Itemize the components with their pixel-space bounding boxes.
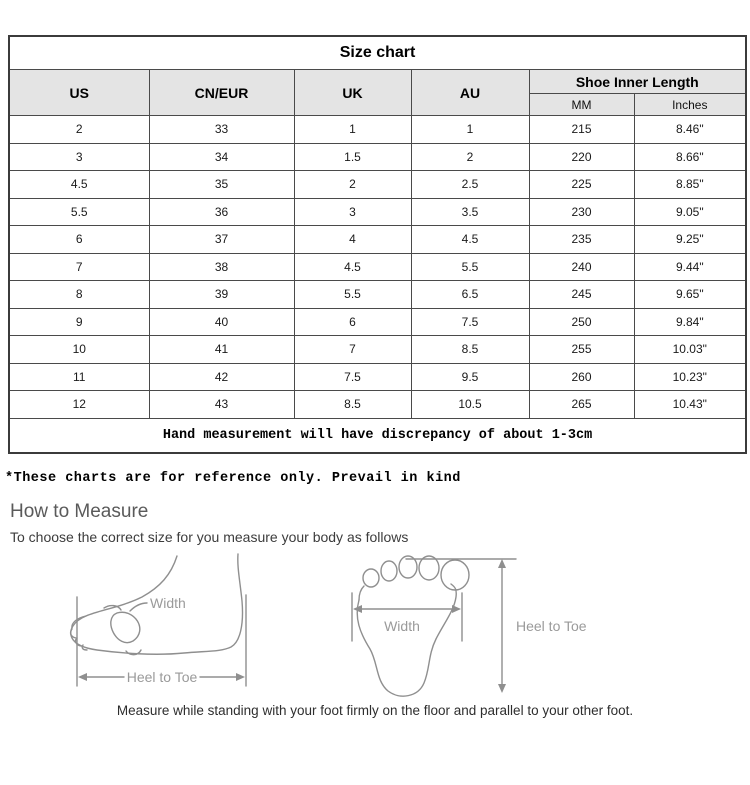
- table-cell: 4: [294, 226, 411, 254]
- table-cell: 35: [149, 171, 294, 199]
- table-cell: 43: [149, 391, 294, 419]
- foot-side-view-diagram: [64, 553, 264, 698]
- table-cell: 215: [529, 116, 634, 144]
- side-heel-to-toe-label: Heel to Toe: [126, 668, 198, 685]
- table-cell: 10.03": [634, 336, 746, 364]
- table-cell: 39: [149, 281, 294, 309]
- reference-note: *These charts are for reference only. Prevail in kind: [5, 470, 461, 486]
- table-row: [9, 336, 746, 364]
- how-to-measure-subtitle: To choose the correct size for you measure your body as follows: [10, 528, 409, 545]
- table-footer-row: [9, 418, 746, 453]
- table-title-row: [9, 36, 746, 70]
- table-cell: 8.5: [294, 391, 411, 419]
- table-cell: 3.5: [411, 198, 529, 226]
- table-cell: 225: [529, 171, 634, 199]
- table-cell: 11: [9, 363, 149, 391]
- table-cell: 1: [294, 116, 411, 144]
- table-cell: 8.66": [634, 143, 746, 171]
- size-chart-table: [8, 35, 747, 454]
- table-row: [9, 116, 746, 144]
- column-header-uk: UK: [294, 70, 411, 116]
- table-row: [9, 308, 746, 336]
- table-header-row: [9, 70, 746, 94]
- table-cell: 7: [9, 253, 149, 281]
- table-cell: 265: [529, 391, 634, 419]
- foot-sole-view-diagram: [344, 551, 619, 701]
- table-cell: 4.5: [9, 171, 149, 199]
- table-cell: 5.5: [411, 253, 529, 281]
- column-header-mm: MM: [529, 94, 634, 116]
- table-row: [9, 171, 746, 199]
- table-cell: 1.5: [294, 143, 411, 171]
- table-cell: 12: [9, 391, 149, 419]
- table-cell: 4.5: [294, 253, 411, 281]
- measure-caption: Measure while standing with your foot firmly on the floor and parallel to your other foot.: [116, 702, 634, 718]
- table-cell: 9.44": [634, 253, 746, 281]
- table-cell: 9.84": [634, 308, 746, 336]
- column-header-cneur: CN/EUR: [149, 70, 294, 116]
- table-cell: 8.46": [634, 116, 746, 144]
- measure-diagrams: [0, 551, 750, 701]
- sole-heel-to-toe-label: Heel to Toe: [516, 617, 587, 634]
- table-cell: 10.23": [634, 363, 746, 391]
- table-cell: 8.85": [634, 171, 746, 199]
- table-cell: 6: [294, 308, 411, 336]
- table-cell: 2: [411, 143, 529, 171]
- table-cell: 6: [9, 226, 149, 254]
- table-cell: 2: [9, 116, 149, 144]
- table-cell: 7.5: [411, 308, 529, 336]
- table-cell: 245: [529, 281, 634, 309]
- table-footer-note: Hand measurement will have discrepancy of about 1-3cm: [9, 418, 746, 453]
- table-cell: 9: [9, 308, 149, 336]
- table-body: [9, 116, 746, 419]
- table-cell: 10: [9, 336, 149, 364]
- table-title: Size chart: [9, 36, 746, 70]
- table-cell: 10.5: [411, 391, 529, 419]
- table-row: [9, 198, 746, 226]
- size-chart-page: [0, 35, 750, 718]
- column-header-inner-length: Shoe Inner Length: [529, 70, 746, 94]
- table-row: [9, 143, 746, 171]
- table-cell: 41: [149, 336, 294, 364]
- column-header-au: AU: [411, 70, 529, 116]
- table-cell: 42: [149, 363, 294, 391]
- table-cell: 9.5: [411, 363, 529, 391]
- table-cell: 6.5: [411, 281, 529, 309]
- table-cell: 4.5: [411, 226, 529, 254]
- table-cell: 3: [9, 143, 149, 171]
- table-cell: 34: [149, 143, 294, 171]
- table-cell: 37: [149, 226, 294, 254]
- table-row: [9, 281, 746, 309]
- table-cell: 33: [149, 116, 294, 144]
- table-cell: 3: [294, 198, 411, 226]
- table-cell: 8: [9, 281, 149, 309]
- table-cell: 9.65": [634, 281, 746, 309]
- table-cell: 255: [529, 336, 634, 364]
- table-row: [9, 363, 746, 391]
- table-row: [9, 226, 746, 254]
- table-cell: 220: [529, 143, 634, 171]
- table-cell: 36: [149, 198, 294, 226]
- table-cell: 8.5: [411, 336, 529, 364]
- table-cell: 9.25": [634, 226, 746, 254]
- table-cell: 1: [411, 116, 529, 144]
- table-cell: 7.5: [294, 363, 411, 391]
- table-cell: 230: [529, 198, 634, 226]
- how-to-measure-title: How to Measure: [10, 500, 149, 522]
- table-cell: 5.5: [9, 198, 149, 226]
- table-cell: 250: [529, 308, 634, 336]
- table-cell: 240: [529, 253, 634, 281]
- table-cell: 5.5: [294, 281, 411, 309]
- table-cell: 260: [529, 363, 634, 391]
- table-cell: 235: [529, 226, 634, 254]
- side-width-label: Width: [150, 594, 186, 611]
- column-header-inches: Inches: [634, 94, 746, 116]
- table-row: [9, 391, 746, 419]
- column-header-us: US: [9, 70, 149, 116]
- table-cell: 9.05": [634, 198, 746, 226]
- table-cell: 40: [149, 308, 294, 336]
- table-row: [9, 253, 746, 281]
- table-cell: 10.43": [634, 391, 746, 419]
- table-cell: 7: [294, 336, 411, 364]
- table-cell: 2: [294, 171, 411, 199]
- table-cell: 2.5: [411, 171, 529, 199]
- sole-width-label: Width: [384, 617, 420, 634]
- table-cell: 38: [149, 253, 294, 281]
